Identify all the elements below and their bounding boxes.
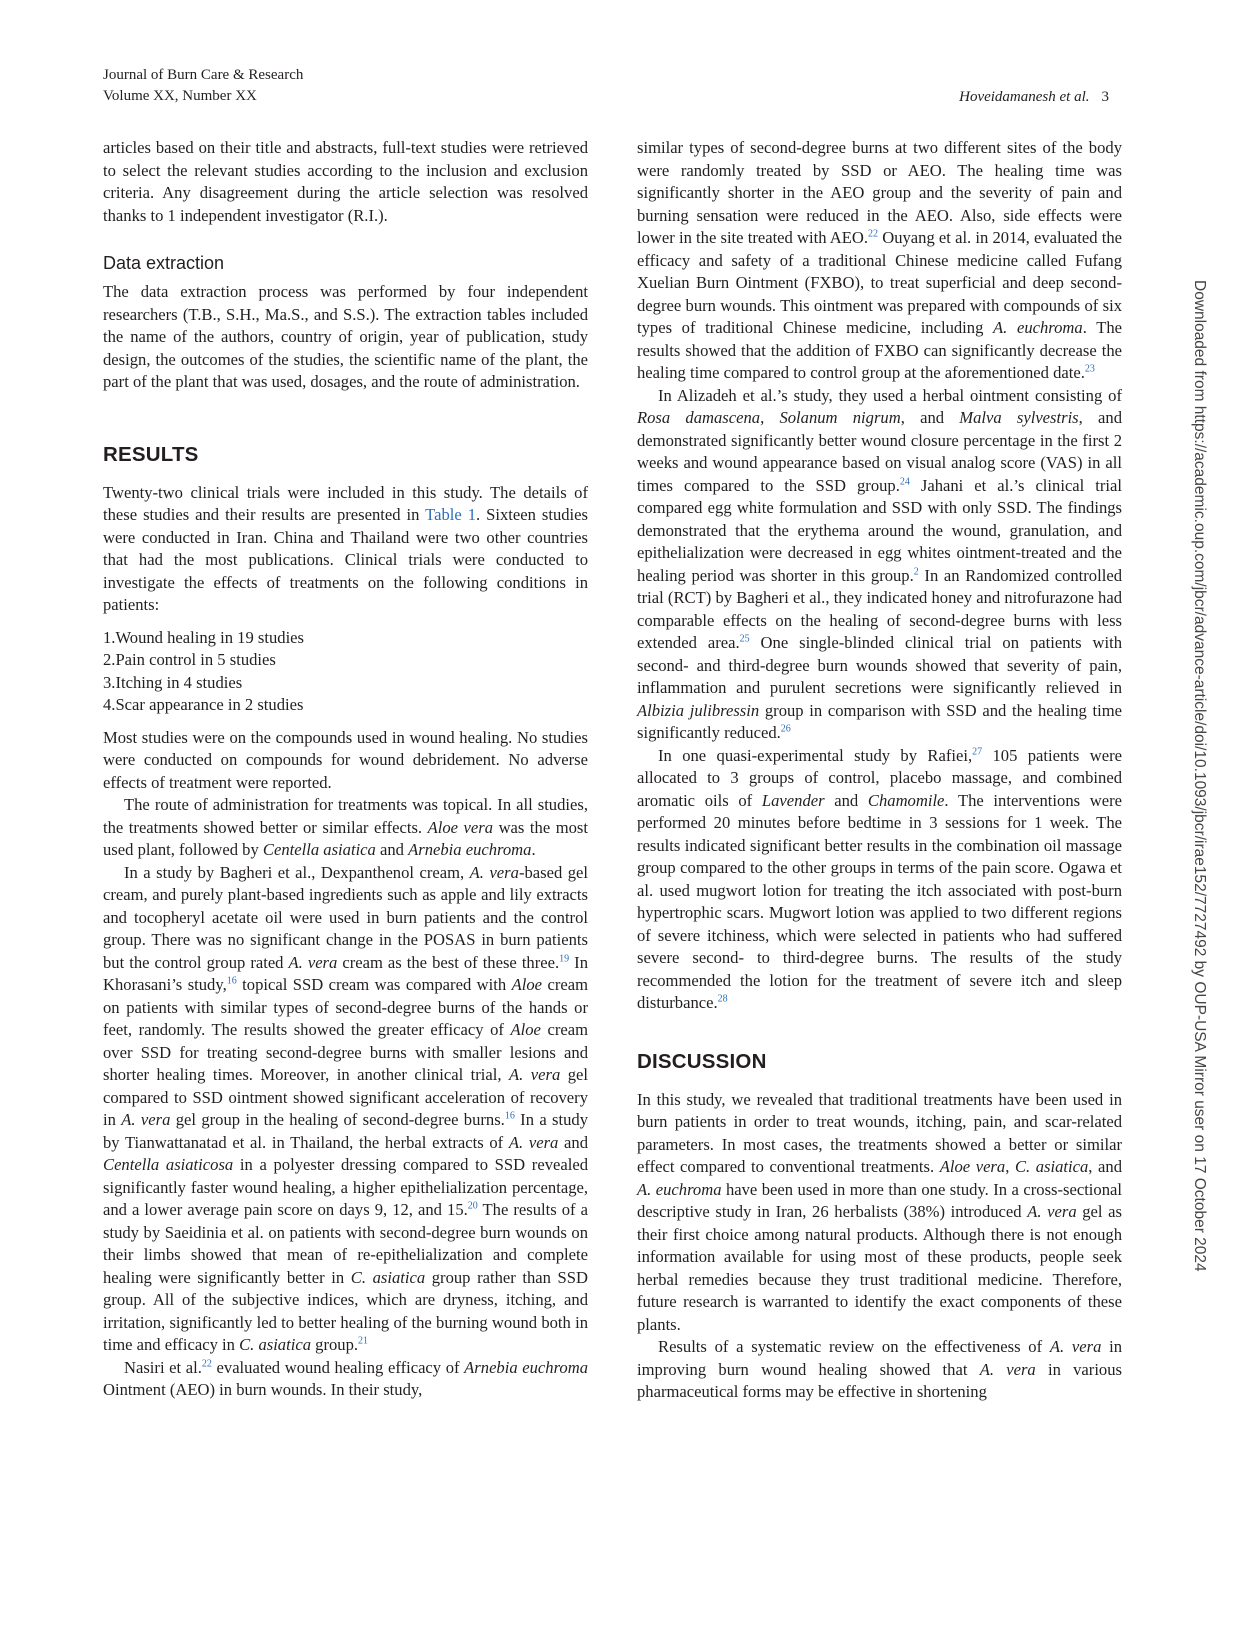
paragraph-right-3: In one quasi-experimental study by Rafiei,$^{27}$ 105 patients were allocated to 3 groups of control, placebo massage, and combined aromatic oils of Lavender and Chamomile. The interventions were performed 20 minutes before bedtime in 3 sessions for 1 week. The results indicated significant better results in the combination oil massage group compared to the other groups in terms of the pain score. Ogawa et al. used mugwort lotion for treating the itch associated with post-burn hypertrophic scars. Mugwort lotion was applied to two different regions of severe itchiness, which were selected in patients who had suffered severe second- to third-degree burns. The results of the study recommended the lotion for the treatment of severe itch and sleep disturbance.$^{28}$ [637, 745, 1122, 1012]
reference-link[interactable]: 22 [868, 228, 879, 240]
reference-link[interactable]: 16 [226, 975, 237, 987]
section-heading-results: RESULTS [103, 442, 199, 466]
section-heading-discussion: DISCUSSION [637, 1049, 767, 1073]
reference-link[interactable]: 22 [201, 1357, 212, 1369]
reference-link[interactable]: 27 [972, 745, 983, 757]
reference-link[interactable]: 20 [467, 1200, 478, 1212]
page-number: 3 [1101, 89, 1109, 105]
section-heading-data-extraction: Data extraction [103, 253, 225, 273]
paragraph-discussion-1: In this study, we revealed that traditional treatments have been used in burn patients in order to treat wounds, itching, pain, and scar-related parameters. In most cases, the treatments showed a better or similar effect compared to conventional treatments. Aloe vera, C. asiatica, and A. euchroma have been used in more than one study. In a cross-sectional descriptive study in Iran, 26 herbalists (38%) introduced A. vera gel as their first choice among natural products. Although there is not enough information available for using most of these products, people seek herbal remedies because they trust traditional medicine. Therefore, future research is warranted to identify the exact components of these plants. [637, 1089, 1122, 1334]
download-notice: Downloaded from https://academic.oup.com/jbcr/advance-article/doi/10.1093/jbcr/irae152/7727492 by OUP-USA Mirror user on 17 October 2024 [1191, 280, 1208, 1272]
running-author: Hoveidamanesh et al. [959, 89, 1090, 105]
reference-link[interactable]: 2 [913, 565, 919, 577]
paragraph-results-2: Most studies were on the compounds used in wound healing. No studies were conducted on compounds for wound debridement. No adverse effects of treatment were reported. [103, 727, 588, 792]
list-item: 3.Itching in 4 studies [103, 672, 243, 692]
reference-link[interactable]: 25 [739, 633, 750, 645]
reference-link[interactable]: 26 [780, 723, 791, 735]
paragraph-right-2: In Alizadeh et al.’s study, they used a herbal ointment consisting of Rosa damascena, Solanum nigrum, and Malva sylvestris, and demonstrated significantly better wound closure percentage in the first 2 weeks and wound appearance based on visual analog score (VAS) in all times compared to the SSD group.$^{24}$ Jahani et al.’s clinical trial compared egg white formulation and SSD with only SSD. The findings demonstrated that the erythema around the wound, granulation, and epithelialization were decreased in egg whites ointment-treated and the healing period was shorter in this group.$^2$ In an Randomized controlled trial (RCT) by Bagheri et al., they indicated honey and nitrofurazone had comparable effects on the healing of second-degree burns with less extended area.$^{25}$ One single-blinded clinical trial on patients with second- and third-degree burn wounds showed that severity of pain, inflammation and purulent secretions were significantly relieved in Albizia julibressin group in comparison with SSD and the healing time significantly reduced.$^{26}$ [637, 385, 1123, 742]
paragraph-results-4: In a study by Bagheri et al., Dexpanthenol cream, A. vera-based gel cream, and purely plant-based ingredients such as apple and lily extracts and tocopheryl acetate oil were used in burn patients and the control group. There was no significant change in the POSAS in burn patients but the control group rated A. vera cream as the best of these three.$^{19}$ In Khorasani’s study,$^{16}$ topical SSD cream was compared with Aloe cream on patients with similar types of second-degree burns of the hands or feet, randomly. The results showed the greater efficacy of Aloe cream over SSD for treating second-degree burns with smaller lesions and shorter healing times. Moreover, in another clinical trial, A. vera gel compared to SSD ointment showed significant acceleration of recovery in A. vera gel group in the healing of second-degree burns.$^{16}$ In a study by Tianwattanatad et al. in Thailand, the herbal extracts of A. vera and Centella asiaticosa in a polyester dressing compared to SSD revealed significantly faster wound healing, a higher epithelialization percentage, and a lower average pain score on days 9, 12, and 15.20 The results of a study by Saeidinia et al. on patients with second-degree burn wounds on their limbs showed that mean of re-epithelialization and complete healing were significantly better in C. asiatica group rather than SSD group. All of the subjective indices, which are dryness, itching, and irritation, significantly led to better healing of the burning wound both in time and efficacy in C. asiatica group.$^{21}$ [103, 862, 589, 1354]
reference-link[interactable]: 24 [899, 475, 910, 487]
paragraph-results-5: Nasiri et al.$^{22}$ evaluated wound healing efficacy of Arnebia euchroma Ointment (AEO) in burn wounds. In their study, [103, 1357, 588, 1399]
paragraph-results-1: Twenty-two clinical trials were included in this study. The details of these studies and their results are presented in Table 1. Sixteen studies were conducted in Iran. China and Thailand were two other countries that had the most publications. Clinical trials were conducted to investigate the effects of treatments on the following conditions in patients: [103, 482, 588, 614]
list-item: 2.Pain control in 5 studies [103, 650, 276, 669]
paragraph-right-1: similar types of second-degree burns at two different sites of the body were randomly treated by SSD or AEO. The healing time was significantly shorter in the AEO group and the severity of pain and burning sensation were reduced in the AEO. Also, side effects were lower in the site treated with AEO.$^{22}$ Ouyang et al. in 2014, evaluated the efficacy and safety of a traditional Chinese medicine called Fufang Xuelian Burn Ointment (FXBO), to treat superficial and deep second-degree burn wounds. This ointment was prepared with compounds of six types of traditional Chinese medicine, including A. euchroma. The results showed that the addition of FXBO can significantly decrease the healing time compared to control group at the aforementioned date.$^{23}$ [637, 138, 1123, 382]
paragraph-results-3: The route of administration for treatments was topical. In all studies, the treatments showed better or similar effects. Aloe vera was the most used plant, followed by Centella asiatica and Arnebia euchroma. [103, 795, 588, 859]
journal-title: Journal of Burn Care & Research [103, 67, 304, 83]
download-watermark [1188, 280, 1212, 1460]
reference-link[interactable]: 28 [717, 993, 728, 1005]
running-header-right [959, 87, 1109, 108]
reference-link[interactable]: 23 [1084, 363, 1095, 375]
paragraph-discussion-2: Results of a systematic review on the effectiveness of A. vera in improving burn wound healing showed that A. vera in various pharmaceutical forms may be effective in shortening [637, 1337, 1123, 1401]
table-1-link[interactable]: Table 1 [425, 505, 477, 524]
running-header-left [103, 65, 303, 107]
right-column [637, 137, 1122, 1404]
list-item: 4.Scar appearance in 2 studies [103, 695, 304, 714]
left-column [103, 137, 588, 1402]
reference-link[interactable]: 19 [559, 952, 570, 964]
reference-link[interactable]: 21 [358, 1335, 369, 1347]
list-item: 1.Wound healing in 19 studies [103, 627, 304, 647]
paragraph-intro: articles based on their title and abstracts, full-text studies were retrieved to select the relevant studies according to the inclusion and exclusion criteria. Any disagreement during the article selection was resolved thanks to 1 independent investigator (R.I.). [103, 138, 588, 225]
reference-link[interactable]: 16 [504, 1110, 515, 1122]
paragraph-data-extraction: The data extraction process was performed by four independent researchers (T.B., S.H., Ma.S., and S.S.). The extraction tables included the name of the authors, country of origin, year of publication, study design, the outcomes of the studies, the scientific name of the plant, the part of the plant that was used, dosages, and the route of administration. [103, 282, 588, 391]
journal-volume: Volume XX, Number XX [103, 88, 257, 104]
conditions-list [103, 627, 588, 717]
